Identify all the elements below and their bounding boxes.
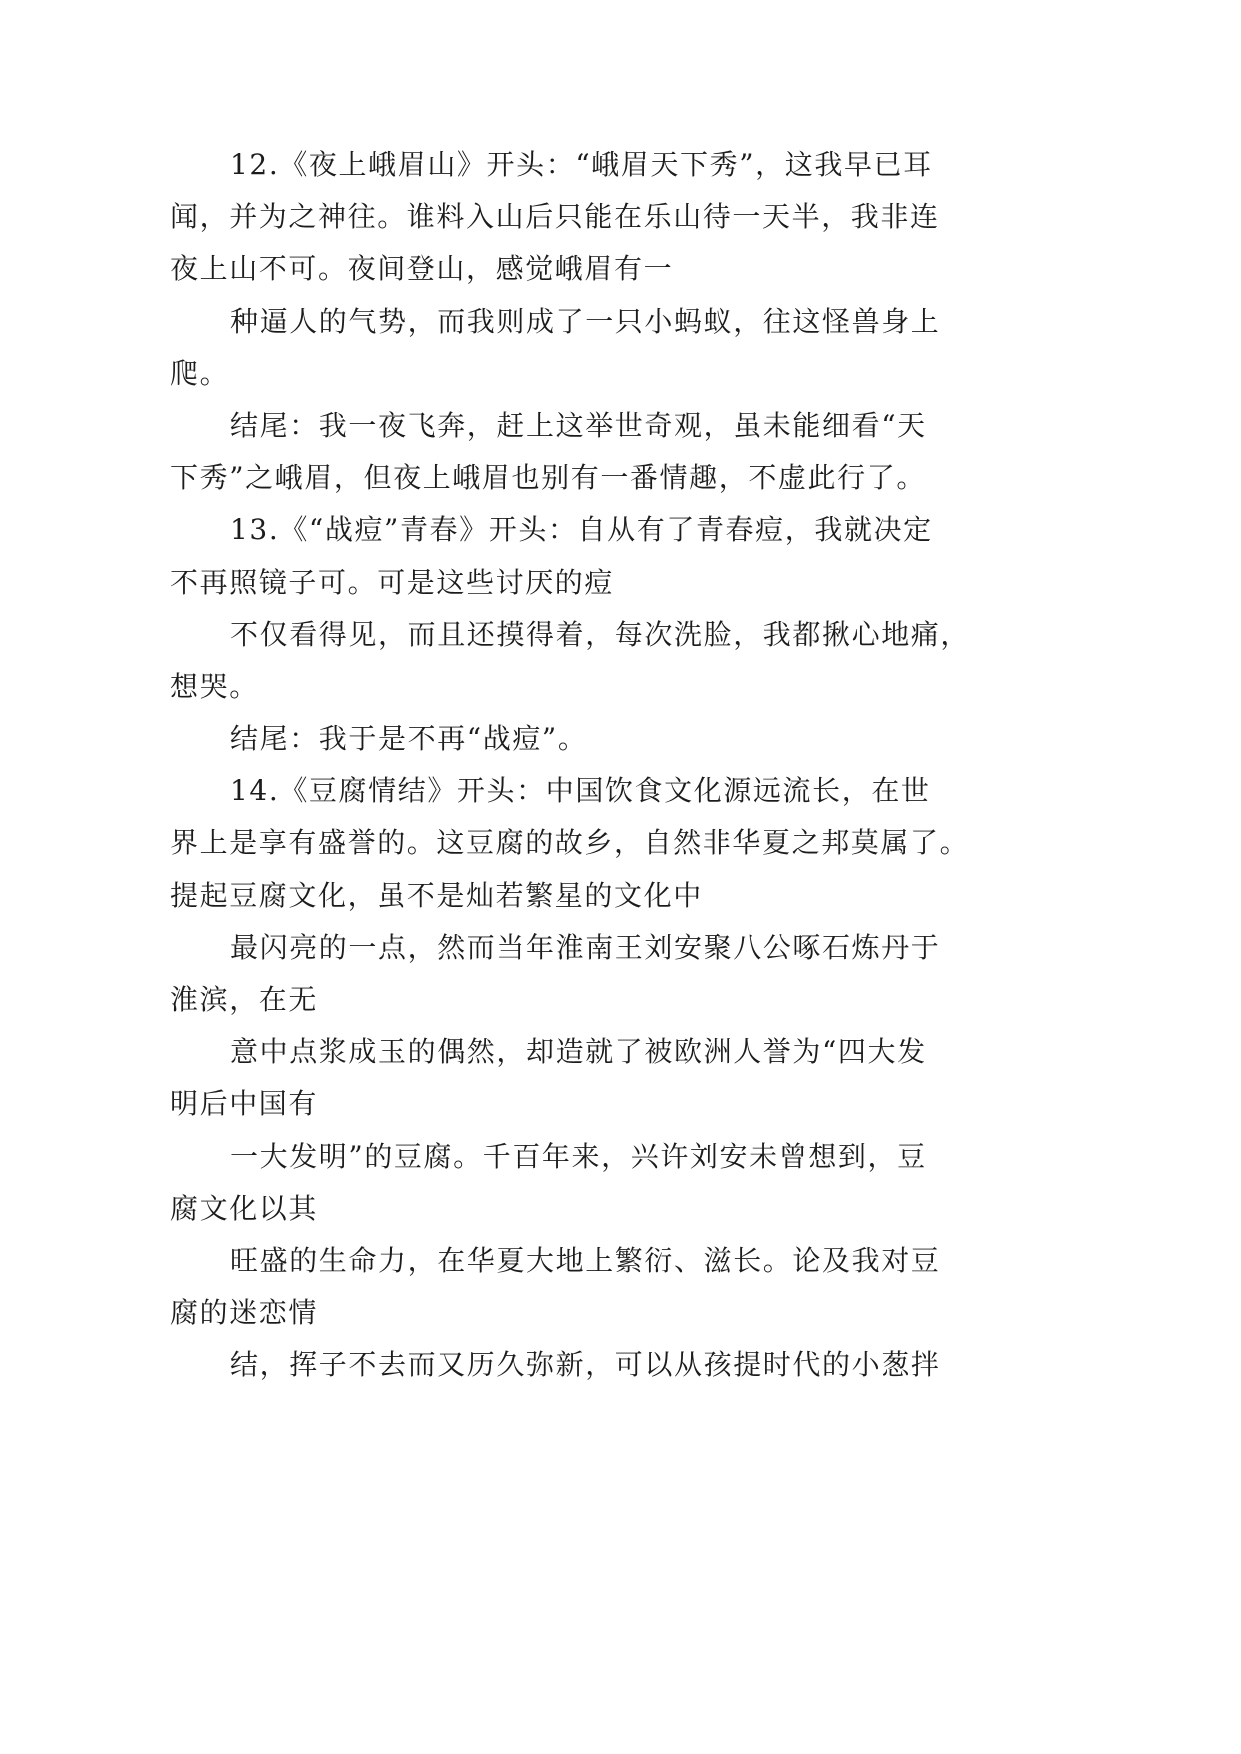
text-line: 想哭。	[170, 669, 259, 703]
text-line: 14.《豆腐情结》开头：中国饮食文化源远流长，在世	[230, 774, 931, 808]
text-line: 13.《“战痘”青春》开头：自从有了青春痘，我就决定	[230, 513, 933, 547]
document-body	[170, 139, 1070, 1392]
text-line: 最闪亮的一点，然而当年淮南王刘安聚八公啄石炼丹于	[230, 930, 941, 964]
text-line: 结，挥子不去而又历久弥新，可以从孩提时代的小葱拌	[230, 1348, 941, 1382]
text-line: 腐的迷恋情	[170, 1296, 319, 1330]
paragraph	[170, 504, 1070, 608]
paragraph	[170, 1131, 1070, 1235]
text-line: 界上是享有盛誉的。这豆腐的故乡，自然非华夏之邦莫属了。	[170, 826, 970, 860]
paragraph	[170, 1235, 1070, 1339]
text-line: 腐文化以其	[170, 1191, 319, 1225]
text-line: 12.《夜上峨眉山》开头：“峨眉天下秀”，这我早已耳	[230, 148, 933, 181]
paragraph	[170, 765, 1070, 922]
paragraph	[170, 922, 1070, 1026]
text-line: 夜上山不可。夜间登山，感觉峨眉有一	[170, 252, 674, 286]
text-line: 结尾：我一夜飞奔，赶上这举世奇观，虽未能细看“天	[230, 408, 927, 442]
text-line: 闻，并为之神往。谁料入山后只能在乐山待一天半，我非连	[170, 200, 940, 234]
text-line: 不再照镜子可。可是这些讨厌的痘	[170, 565, 615, 599]
text-line: 旺盛的生命力，在华夏大地上繁衍、滋长。论及我对豆	[230, 1243, 941, 1277]
text-line: 下秀”之峨眉，但夜上峨眉也别有一番情趣，不虚此行了。	[170, 461, 926, 495]
paragraph	[170, 609, 1070, 713]
paragraph	[170, 139, 1070, 296]
text-line: 意中点浆成玉的偶然，却造就了被欧洲人誉为“四大发	[230, 1035, 927, 1069]
paragraph	[170, 1026, 1070, 1130]
text-line: 提起豆腐文化，虽不是灿若繁星的文化中	[170, 878, 703, 912]
text-line: 一大发明”的豆腐。千百年来，兴许刘安未曾想到，豆	[230, 1139, 927, 1173]
text-line: 结尾：我于是不再“战痘”。	[230, 722, 588, 756]
text-line: 不仅看得见，而且还摸得着，每次洗脸，我都揪心地痛，	[230, 617, 971, 651]
paragraph	[170, 400, 1070, 504]
paragraph	[170, 296, 1070, 400]
text-line: 淮滨，在无	[170, 983, 319, 1016]
text-line: 明后中国有	[170, 1087, 319, 1121]
text-line: 爬。	[170, 356, 230, 390]
paragraph	[170, 1339, 1070, 1391]
text-line: 种逼人的气势，而我则成了一只小蚂蚁，往这怪兽身上	[230, 304, 941, 338]
paragraph	[170, 713, 1070, 765]
